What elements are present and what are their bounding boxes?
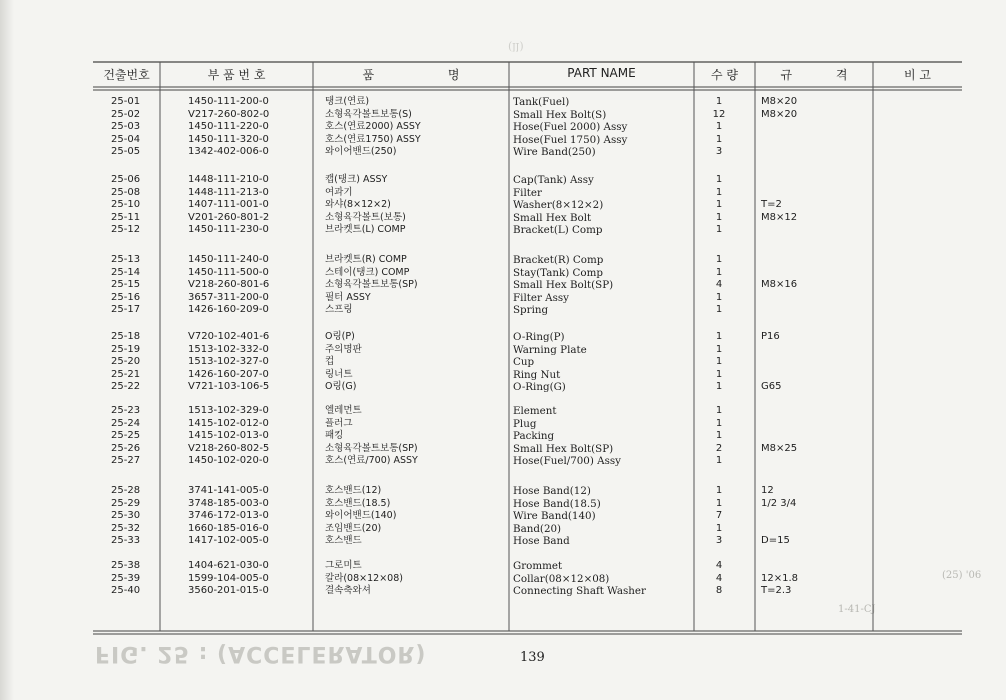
quantity-cell: 1 bbox=[715, 174, 723, 185]
quantity-cell: 7 bbox=[715, 510, 723, 522]
part-number-cell: 1660-185-016-0 bbox=[188, 522, 269, 534]
assembly-number-cell: 25-19 bbox=[111, 343, 141, 355]
spec-cell: 12×1.8 bbox=[761, 572, 799, 584]
part-name-english-cell: Hose Band(18.5) bbox=[513, 497, 601, 510]
quantity-cell: 1 bbox=[715, 368, 723, 380]
spec-cell bbox=[761, 304, 797, 317]
assembly-number-column bbox=[111, 96, 140, 159]
part-name-korean-column bbox=[325, 560, 403, 598]
part-name-english-cell: Warning Plate bbox=[513, 343, 587, 356]
quantity-cell: 8 bbox=[715, 585, 723, 597]
header-remark: 비 고 bbox=[904, 68, 931, 82]
part-name-english-column bbox=[513, 485, 601, 548]
part-number-column bbox=[188, 405, 269, 468]
spec-column bbox=[761, 485, 796, 548]
quantity-cell: 1 bbox=[715, 96, 723, 107]
part-name-english-cell: Tank(Fuel) bbox=[513, 96, 570, 108]
spec-cell bbox=[761, 405, 797, 418]
part-name-korean-cell: 그로미트 bbox=[325, 560, 362, 571]
part-number-cell: V218-260-801-6 bbox=[188, 279, 270, 291]
assembly-number-cell: 25-27 bbox=[111, 455, 141, 467]
spec-column bbox=[761, 560, 798, 598]
spec-column bbox=[761, 405, 797, 468]
part-name-korean-column bbox=[325, 405, 418, 468]
part-name-korean-cell: 스테이(탱크) COMP bbox=[325, 266, 410, 278]
part-number-cell: 1513-102-329-0 bbox=[188, 405, 269, 416]
part-name-korean-cell: 칼라(08×12×08) bbox=[325, 572, 403, 584]
assembly-number-column bbox=[111, 405, 140, 468]
part-name-english-cell: Grommet bbox=[513, 560, 563, 572]
spec-cell bbox=[761, 344, 781, 357]
part-name-english-cell: Hose Band(12) bbox=[513, 485, 591, 497]
part-name-english-cell: Wire Band(250) bbox=[513, 146, 596, 159]
quantity-cell: 1 bbox=[715, 291, 723, 303]
assembly-number-cell: 25-01 bbox=[111, 96, 141, 107]
quantity-column bbox=[702, 174, 736, 237]
header-quantity: 수 량 bbox=[711, 68, 738, 82]
assembly-number-cell: 25-26 bbox=[111, 442, 141, 454]
header-assembly-no: 건출번호 bbox=[103, 68, 150, 82]
quantity-cell: 1 bbox=[715, 254, 723, 265]
quantity-cell: 4 bbox=[715, 560, 723, 571]
part-name-english-cell: Plug bbox=[513, 417, 537, 430]
part-name-english-cell: Small Hex Bolt bbox=[513, 211, 592, 224]
part-name-english-cell: Small Hex Bolt(S) bbox=[513, 108, 607, 121]
assembly-number-cell: 25-04 bbox=[111, 133, 141, 145]
part-name-korean-cell: 필터 ASSY bbox=[325, 291, 371, 303]
assembly-number-column bbox=[111, 254, 140, 317]
part-name-english-cell: Cap(Tank) Assy bbox=[513, 174, 594, 186]
spec-cell: M8×16 bbox=[761, 279, 798, 291]
assembly-number-cell: 25-02 bbox=[111, 108, 141, 120]
quantity-cell: 1 bbox=[715, 405, 723, 416]
assembly-number-cell: 25-12 bbox=[111, 224, 141, 236]
part-name-english-cell: Cup bbox=[513, 356, 535, 369]
part-number-cell: 1450-111-240-0 bbox=[188, 254, 269, 265]
part-name-korean-cell: 와샤(8×12×2) bbox=[325, 199, 391, 211]
quantity-cell: 1 bbox=[715, 417, 723, 429]
part-name-english-cell: Bracket(R) Comp bbox=[513, 254, 604, 266]
part-name-english-cell: Hose Band bbox=[513, 535, 570, 548]
part-name-korean-column bbox=[325, 331, 362, 394]
part-name-english-cell: Wire Band(140) bbox=[513, 510, 596, 523]
quantity-cell: 1 bbox=[715, 133, 723, 145]
part-name-korean-cell: 소형육각볼트보통(SP) bbox=[325, 279, 418, 291]
spec-cell bbox=[761, 174, 797, 187]
part-name-english-cell: Element bbox=[513, 405, 557, 417]
quantity-cell: 12 bbox=[712, 108, 726, 120]
spec-cell: P16 bbox=[761, 331, 780, 342]
part-number-cell: 1513-102-332-0 bbox=[188, 343, 269, 355]
part-name-english-cell: Stay(Tank) Comp bbox=[513, 266, 603, 279]
spec-cell: M8×20 bbox=[761, 96, 798, 107]
assembly-number-cell: 25-16 bbox=[111, 291, 141, 303]
assembly-number-cell: 25-29 bbox=[111, 497, 141, 509]
spec-cell bbox=[761, 267, 797, 280]
part-number-cell: 3748-185-003-0 bbox=[188, 497, 269, 509]
quantity-cell: 1 bbox=[715, 485, 723, 496]
quantity-cell: 1 bbox=[715, 121, 723, 133]
quantity-column bbox=[702, 560, 736, 598]
part-name-korean-cell: O링(G) bbox=[325, 381, 357, 393]
assembly-number-cell: 25-03 bbox=[111, 121, 141, 133]
part-number-column bbox=[188, 560, 269, 598]
part-number-cell: V720-102-401-6 bbox=[188, 331, 270, 342]
spec-cell bbox=[761, 146, 797, 159]
assembly-number-cell: 25-11 bbox=[111, 211, 141, 223]
part-name-english-cell: Connecting Shaft Washer bbox=[513, 585, 646, 598]
part-number-cell: V218-260-802-5 bbox=[188, 442, 270, 454]
part-name-korean-cell: 주의명판 bbox=[325, 343, 362, 355]
quantity-cell: 1 bbox=[715, 224, 723, 236]
part-number-cell: 1450-111-500-0 bbox=[188, 266, 269, 278]
part-number-cell: 3657-311-200-0 bbox=[188, 291, 269, 303]
assembly-number-cell: 25-10 bbox=[111, 199, 141, 211]
spec-cell bbox=[761, 418, 797, 431]
part-name-korean-cell: 링너트 bbox=[325, 368, 353, 380]
spec-cell: 12 bbox=[761, 485, 774, 496]
part-name-english-cell: Spring bbox=[513, 304, 549, 317]
part-name-english-cell: Washer(8×12×2) bbox=[513, 199, 604, 212]
part-number-cell: 1450-102-020-0 bbox=[188, 455, 269, 467]
quantity-cell: 4 bbox=[715, 279, 723, 291]
spec-column bbox=[761, 331, 781, 394]
part-number-column bbox=[188, 331, 269, 394]
header-part-name: PART NAME bbox=[567, 66, 636, 80]
assembly-number-cell: 25-20 bbox=[111, 356, 141, 368]
part-name-korean-cell: O링(P) bbox=[325, 331, 355, 342]
quantity-cell: 1 bbox=[715, 304, 723, 316]
quantity-cell: 1 bbox=[715, 211, 723, 223]
spec-cell bbox=[761, 356, 781, 369]
part-number-cell: 1415-102-012-0 bbox=[188, 417, 269, 429]
part-name-korean-cell: 와이어밴드(250) bbox=[325, 146, 397, 158]
part-number-cell: V721-103-106-5 bbox=[188, 381, 270, 393]
quantity-cell: 1 bbox=[715, 356, 723, 368]
quantity-cell: 1 bbox=[715, 199, 723, 211]
assembly-number-column bbox=[111, 485, 140, 548]
spec-cell: M8×12 bbox=[761, 211, 798, 223]
bleed-through-mark: (ll) bbox=[508, 40, 524, 53]
part-name-korean-cell: 호스(연료/700) ASSY bbox=[325, 455, 418, 467]
quantity-cell: 1 bbox=[715, 455, 723, 467]
assembly-number-cell: 25-25 bbox=[111, 430, 141, 442]
header-part-number: 부 품 번 호 bbox=[207, 68, 266, 82]
assembly-number-cell: 25-39 bbox=[111, 572, 141, 584]
quantity-cell: 1 bbox=[715, 266, 723, 278]
assembly-number-cell: 25-23 bbox=[111, 405, 141, 416]
assembly-number-cell: 25-14 bbox=[111, 266, 141, 278]
quantity-cell: 1 bbox=[715, 186, 723, 198]
part-number-cell: 3741-141-005-0 bbox=[188, 485, 269, 496]
part-number-cell: 1404-621-030-0 bbox=[188, 560, 269, 571]
part-name-korean-cell: 소형육각볼트보통(S) bbox=[325, 108, 412, 120]
part-number-cell: 1417-102-005-0 bbox=[188, 535, 269, 547]
spec-cell: M8×25 bbox=[761, 442, 798, 454]
part-name-english-cell: Small Hex Bolt(SP) bbox=[513, 442, 614, 455]
header-spec: 규 격 bbox=[780, 68, 848, 82]
assembly-number-cell: 25-21 bbox=[111, 368, 141, 380]
spec-cell bbox=[761, 560, 798, 573]
quantity-cell: 1 bbox=[715, 343, 723, 355]
header-name-korean: 품 명 bbox=[362, 68, 460, 82]
part-number-cell: 1448-111-213-0 bbox=[188, 186, 269, 198]
part-name-english-cell: Hose(Fuel 1750) Assy bbox=[513, 133, 628, 146]
part-name-korean-cell: 호스밴드(12) bbox=[325, 485, 382, 496]
assembly-number-cell: 25-38 bbox=[111, 560, 141, 571]
part-name-korean-cell: 탱크(연료) bbox=[325, 96, 370, 107]
part-name-korean-cell: 호스(연료1750) ASSY bbox=[325, 133, 421, 145]
quantity-cell: 4 bbox=[715, 572, 723, 584]
quantity-cell: 1 bbox=[715, 522, 723, 534]
assembly-number-cell: 25-05 bbox=[111, 146, 141, 158]
assembly-number-cell: 25-40 bbox=[111, 585, 141, 597]
quantity-cell: 1 bbox=[715, 497, 723, 509]
part-name-korean-cell: 브라켓트(L) COMP bbox=[325, 224, 406, 236]
assembly-number-column bbox=[111, 174, 140, 237]
quantity-column bbox=[702, 485, 736, 548]
part-name-english-column bbox=[513, 174, 603, 237]
quantity-cell: 3 bbox=[715, 535, 723, 547]
spec-cell bbox=[761, 430, 797, 443]
spec-cell bbox=[761, 369, 781, 382]
part-number-cell: 1450-111-320-0 bbox=[188, 133, 269, 145]
assembly-number-cell: 25-15 bbox=[111, 279, 141, 291]
part-number-cell: 1448-111-210-0 bbox=[188, 174, 269, 185]
quantity-cell: 1 bbox=[715, 430, 723, 442]
part-number-cell: 1450-111-200-0 bbox=[188, 96, 269, 107]
assembly-number-cell: 25-17 bbox=[111, 304, 141, 316]
assembly-number-cell: 25-18 bbox=[111, 331, 141, 342]
part-number-column bbox=[188, 174, 269, 237]
part-name-korean-cell: 결속축와셔 bbox=[325, 585, 371, 597]
part-name-english-cell: Hose(Fuel 2000) Assy bbox=[513, 121, 628, 134]
part-number-cell: 1450-111-220-0 bbox=[188, 121, 269, 133]
part-number-column bbox=[188, 254, 269, 317]
spec-cell bbox=[761, 121, 797, 134]
spec-column bbox=[761, 254, 797, 317]
part-number-cell: 1415-102-013-0 bbox=[188, 430, 269, 442]
part-name-english-cell: Small Hex Bolt(SP) bbox=[513, 279, 614, 292]
bleed-through-label-2: 1-41-CJ bbox=[838, 604, 876, 615]
spec-cell: T=2.3 bbox=[761, 585, 792, 597]
part-name-korean-cell: 소형육각볼트보통(SP) bbox=[325, 442, 418, 454]
assembly-number-cell: 25-13 bbox=[111, 254, 141, 265]
part-name-korean-cell: 여과기 bbox=[325, 186, 353, 198]
assembly-number-cell: 25-08 bbox=[111, 186, 141, 198]
part-name-korean-cell: 브라켓트(R) COMP bbox=[325, 254, 407, 265]
part-number-column bbox=[188, 485, 269, 548]
spec-cell bbox=[761, 187, 797, 200]
part-name-english-cell: Packing bbox=[513, 430, 555, 443]
assembly-number-cell: 25-06 bbox=[111, 174, 141, 185]
spec-cell bbox=[761, 254, 797, 267]
part-name-korean-cell: 엘레먼트 bbox=[325, 405, 362, 416]
part-name-english-column bbox=[513, 560, 646, 598]
quantity-cell: 1 bbox=[715, 381, 723, 393]
part-name-english-cell: Collar(08×12×08) bbox=[513, 572, 610, 585]
quantity-column bbox=[702, 254, 736, 317]
spec-cell: M8×20 bbox=[761, 108, 798, 120]
part-number-cell: 1513-102-327-0 bbox=[188, 356, 269, 368]
quantity-cell: 2 bbox=[715, 442, 723, 454]
part-number-cell: V217-260-802-0 bbox=[188, 108, 270, 120]
spec-cell bbox=[761, 224, 797, 237]
part-number-cell: 3746-172-013-0 bbox=[188, 510, 269, 522]
spec-cell: T=2 bbox=[761, 199, 782, 211]
assembly-number-cell: 25-30 bbox=[111, 510, 141, 522]
assembly-number-column bbox=[111, 560, 140, 598]
assembly-number-cell: 25-28 bbox=[111, 485, 141, 496]
page-number: 139 bbox=[520, 650, 545, 665]
part-name-english-cell: Bracket(L) Comp bbox=[513, 224, 603, 237]
part-number-cell: V201-260-801-2 bbox=[188, 211, 270, 223]
part-name-korean-cell: 스프링 bbox=[325, 304, 353, 316]
part-name-english-cell: Band(20) bbox=[513, 522, 562, 535]
spec-cell: 1/2 3/4 bbox=[761, 497, 797, 509]
part-number-cell: 1342-402-006-0 bbox=[188, 146, 269, 158]
quantity-column bbox=[702, 96, 736, 159]
spec-cell: G65 bbox=[761, 381, 782, 393]
spec-cell bbox=[761, 510, 796, 523]
spec-cell bbox=[761, 455, 797, 468]
part-name-english-column bbox=[513, 405, 621, 468]
part-name-english-cell: Filter Assy bbox=[513, 291, 569, 304]
quantity-cell: 3 bbox=[715, 146, 723, 158]
spec-cell: D=15 bbox=[761, 535, 790, 547]
part-name-korean-cell: 호스(연료2000) ASSY bbox=[325, 121, 421, 133]
part-name-english-column bbox=[513, 96, 627, 159]
part-name-korean-column bbox=[325, 254, 418, 317]
part-name-english-cell: O-Ring(G) bbox=[513, 381, 566, 394]
part-number-cell: 1450-111-230-0 bbox=[188, 224, 269, 236]
part-name-korean-cell: 패킹 bbox=[325, 430, 344, 442]
part-name-english-column bbox=[513, 254, 613, 317]
quantity-column bbox=[702, 405, 736, 468]
part-name-english-cell: Ring Nut bbox=[513, 368, 561, 381]
part-name-english-cell: O-Ring(P) bbox=[513, 331, 565, 343]
quantity-cell: 1 bbox=[715, 331, 723, 342]
assembly-number-cell: 25-33 bbox=[111, 535, 141, 547]
assembly-number-cell: 25-32 bbox=[111, 522, 141, 534]
spec-column bbox=[761, 96, 797, 159]
part-number-cell: 1426-160-207-0 bbox=[188, 368, 269, 380]
part-name-korean-cell: 와이어밴드(140) bbox=[325, 510, 397, 522]
part-name-korean-cell: 호스밴드 bbox=[325, 535, 362, 547]
part-number-cell: 1599-104-005-0 bbox=[188, 572, 269, 584]
spec-cell bbox=[761, 523, 796, 536]
part-name-english-cell: Hose(Fuel/700) Assy bbox=[513, 455, 621, 468]
part-name-korean-cell: 조임밴드(20) bbox=[325, 522, 382, 534]
part-name-korean-column bbox=[325, 485, 396, 548]
assembly-number-cell: 25-24 bbox=[111, 417, 141, 429]
part-number-cell: 1407-111-001-0 bbox=[188, 199, 269, 211]
bleed-through-title: FIG. 25 : (ACCELERATOR) bbox=[95, 641, 427, 666]
spec-cell bbox=[761, 134, 797, 147]
part-name-korean-cell: 호스밴드(18.5) bbox=[325, 497, 391, 509]
part-name-korean-cell: 소형육각볼트(보통) bbox=[325, 211, 406, 223]
part-name-korean-cell: 캡(탱크) ASSY bbox=[325, 174, 388, 185]
part-name-korean-column bbox=[325, 96, 421, 159]
spec-cell bbox=[761, 292, 797, 305]
part-name-korean-cell: 컵 bbox=[325, 356, 335, 368]
part-name-english-column bbox=[513, 331, 587, 394]
spec-column bbox=[761, 174, 797, 237]
part-number-cell: 1426-160-209-0 bbox=[188, 304, 269, 316]
quantity-column bbox=[702, 331, 736, 394]
part-name-korean-column bbox=[325, 174, 406, 237]
assembly-number-column bbox=[111, 331, 140, 394]
part-name-english-cell: Filter bbox=[513, 186, 542, 199]
assembly-number-cell: 25-22 bbox=[111, 381, 141, 393]
part-number-column bbox=[188, 96, 269, 159]
part-number-cell: 3560-201-015-0 bbox=[188, 585, 269, 597]
bleed-through-label: (25) '06 bbox=[942, 570, 982, 581]
part-name-korean-cell: 플러그 bbox=[325, 417, 353, 429]
